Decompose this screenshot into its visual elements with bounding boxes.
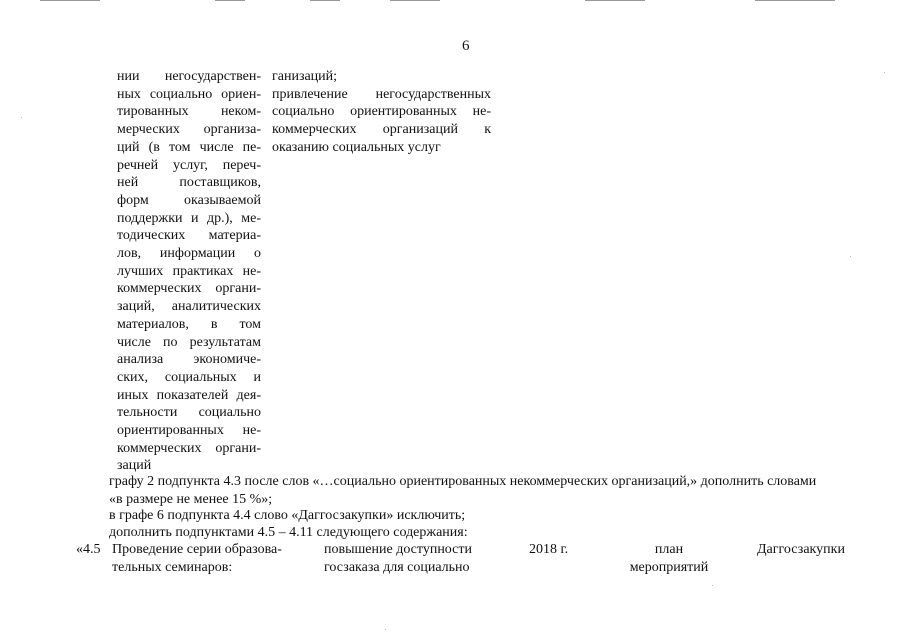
scan-speck: [21, 117, 22, 118]
item-number: «4.5: [76, 542, 101, 557]
page-number: 6: [462, 38, 470, 54]
item-year: 2018 г.: [529, 542, 569, 557]
cell-line: форм оказываемой: [117, 192, 261, 208]
cell-line: поддержки и др.), ме-: [117, 210, 261, 226]
cell-line: мерческих организа-: [117, 122, 261, 138]
cell-line: привлечение негосударственных: [272, 86, 491, 102]
cell-line: заций: [117, 458, 152, 474]
item-goal-line: госзаказа для социально: [324, 560, 470, 575]
scan-speck: [850, 256, 851, 257]
amendment-paragraph-1-line-2: «в размере не менее 15 %»;: [109, 492, 273, 507]
item-plan-line: мероприятий: [629, 560, 709, 575]
item-event-line: Проведение серии образова-: [112, 542, 282, 557]
item-executor: Даггосзакупки: [757, 542, 845, 557]
amendment-paragraph-2: в графе 6 подпункта 4.4 слово «Даггосзакупки» исключить;: [109, 508, 466, 523]
top-border-line: [755, 0, 835, 1]
top-border-line: [585, 0, 645, 1]
cell-line: ских, социальных и: [117, 369, 261, 385]
scan-speck: [712, 585, 713, 586]
cell-line: ганизаций;: [272, 69, 338, 84]
top-border-line: [310, 0, 340, 1]
table-cell-left: [117, 68, 261, 475]
item-plan-line: план: [654, 542, 684, 557]
cell-line: ных социально ориен-: [117, 86, 261, 102]
cell-line: социально ориентированных не-: [272, 104, 491, 120]
item-event: [112, 541, 317, 577]
cell-line: числе по результатам: [117, 334, 261, 350]
item-plan: [614, 541, 724, 577]
cell-line: тодических материа-: [117, 228, 261, 244]
cell-line: материалов, в том: [117, 316, 261, 332]
cell-line: коммерческих органи-: [117, 440, 261, 456]
scan-speck: [884, 72, 885, 73]
cell-line: нии негосударствен-: [117, 69, 261, 84]
cell-line: ориентированных не-: [117, 423, 261, 439]
cell-line: лучших практиках не-: [117, 263, 261, 279]
amendment-paragraph-3: дополнить подпунктами 4.5 – 4.11 следующего содержания:: [109, 525, 468, 540]
item-goal-line: повышение доступности: [324, 542, 472, 557]
cell-line: тельности социально: [117, 405, 261, 421]
top-border-line: [215, 0, 245, 1]
top-border-line: [40, 0, 100, 1]
item-event-line: тельных семинаров:: [112, 560, 233, 575]
cell-line: анализа экономиче-: [117, 352, 261, 368]
cell-line: лов, информации о: [117, 246, 261, 262]
amendment-paragraph-1-line-1: графу 2 подпункта 4.3 после слов «…социально ориентированных некоммерческих организаций,» дополнить словами: [109, 474, 817, 489]
cell-line: иных показателей дея-: [117, 387, 261, 403]
cell-line: заций, аналитических: [117, 299, 261, 315]
cell-line: оказанию социальных услуг: [272, 139, 441, 155]
cell-line: коммерческих организаций к: [272, 122, 491, 138]
table-cell-right: [272, 68, 491, 157]
top-border-line: [390, 0, 440, 1]
item-goal: [324, 541, 499, 577]
cell-line: ней поставщиков,: [117, 175, 261, 191]
scan-speck: [385, 629, 386, 630]
cell-line: ций (в том числе пе-: [117, 139, 261, 155]
cell-line: коммерческих органи-: [117, 281, 261, 297]
cell-line: речней услуг, переч-: [117, 157, 261, 173]
cell-line: тированных неком-: [117, 104, 261, 120]
